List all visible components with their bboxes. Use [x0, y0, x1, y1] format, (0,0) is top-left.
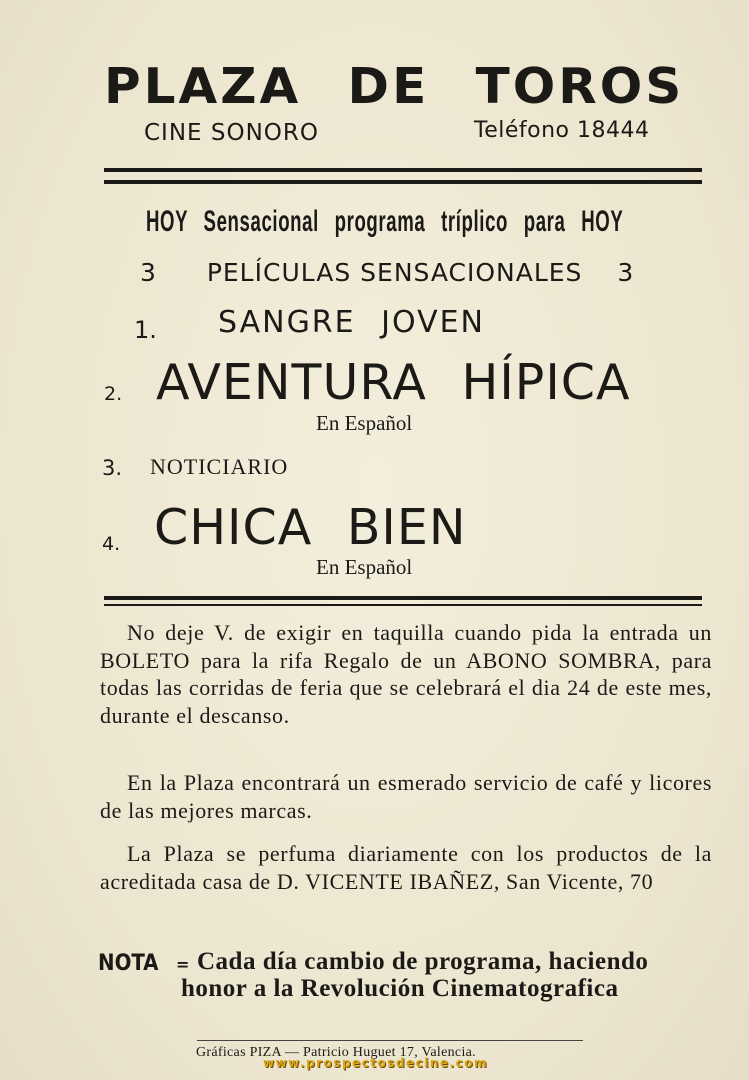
film-title: NOTICIARIO	[150, 454, 289, 479]
film-number: 2.	[104, 383, 123, 405]
nota-line-2: honor a la Revolución Cinematografica	[181, 975, 619, 1002]
paragraph-perfume	[100, 840, 712, 895]
film-number: 3.	[102, 456, 123, 480]
nota-line-1: Cada día cambio de programa, haciendo	[197, 948, 649, 975]
film-count-text: PELÍCULAS SENSACIONALES	[206, 258, 583, 287]
section-rule-top	[104, 596, 702, 600]
film-number: 4.	[102, 533, 121, 555]
film-title: SANGRE JOVEN	[218, 305, 485, 340]
paragraph-raffle	[100, 619, 712, 729]
program-headline: HOY Sensacional programa tríplico para HOY	[146, 205, 624, 238]
header-rule-bottom	[104, 180, 702, 184]
film-title: AVENTURA HÍPICA	[156, 354, 631, 411]
page-title: PLAZA DE TOROS	[104, 58, 685, 115]
paragraph-text: No deje V. de exigir en taquilla cuando pida la entrada un BOLETO para la rifa Regalo de un ABONO SOMBRA, para todas las corridas de feria que se celebrará el dia 24 de este mes, durante el descanso.	[100, 620, 712, 728]
film-language-note: En Español	[316, 555, 413, 579]
film-count-line	[140, 258, 634, 287]
nota-separator: =	[176, 955, 190, 974]
website-watermark: www.prospectosdecine.com	[263, 1056, 488, 1070]
cine-sonoro-label: CINE SONORO	[144, 120, 319, 146]
film-language-note: En Español	[316, 411, 413, 435]
film-count-left: 3	[140, 258, 157, 287]
section-rule-bottom	[104, 604, 702, 606]
paragraph-text: La Plaza se perfuma diariamente con los productos de la acreditada casa de D. VICENTE IBAÑEZ, San Vicente, 70	[100, 841, 712, 894]
paragraph-cafe	[100, 769, 712, 824]
printer-credit: Gráficas PIZA — Patricio Huguet 17, Valencia.	[196, 1045, 476, 1060]
nota-label: NOTA	[98, 951, 159, 976]
film-count-right: 3	[617, 258, 635, 287]
footer-rule	[197, 1040, 583, 1041]
film-title: CHICA BIEN	[154, 499, 467, 556]
telephone-label: Teléfono 18444	[474, 118, 650, 143]
paragraph-text: En la Plaza encontrará un esmerado servicio de café y licores de las mejores marcas.	[100, 770, 712, 823]
header-rule-top	[104, 168, 702, 172]
film-number: 1.	[134, 316, 157, 344]
